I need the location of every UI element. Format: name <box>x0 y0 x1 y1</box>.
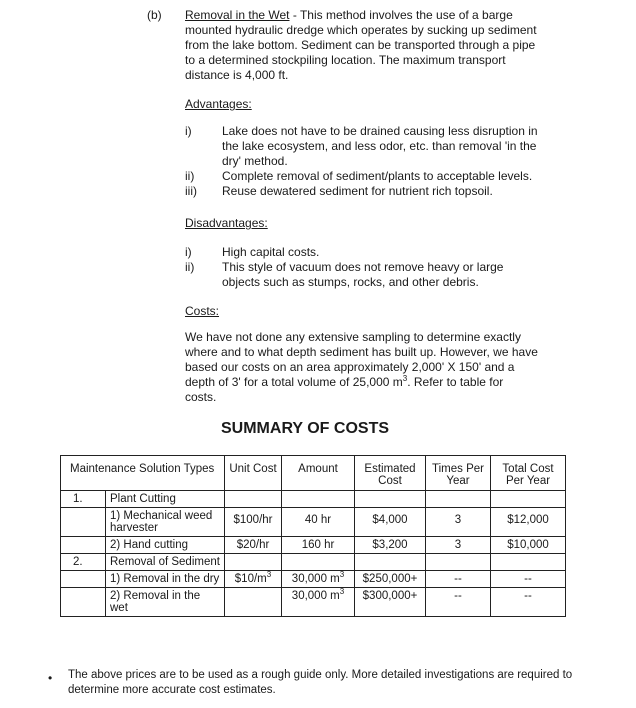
advantage-line: Lake does not have to be drained causing less disruption in <box>222 124 538 138</box>
empty-cell <box>61 508 106 537</box>
empty-cell <box>61 537 106 554</box>
intro-line: from the lake bottom. Sediment can be transported through a pipe <box>185 38 536 52</box>
intro-line: to a determined stockpiling location. The maximum transport <box>185 53 506 67</box>
unit-cost-cell: $100/hr <box>225 508 282 537</box>
row-name: 2) Hand cutting <box>106 537 225 554</box>
footnote-line: The above prices are to be used as a rough guide only. More detailed investigations are required to <box>68 669 573 681</box>
section-title: Removal in the Wet <box>185 8 290 22</box>
disadvantage-line: High capital costs. <box>222 245 320 259</box>
empty-cell <box>282 491 355 508</box>
total-cost-cell: $12,000 <box>491 508 566 537</box>
empty-cell <box>225 491 282 508</box>
advantages-heading: Advantages: <box>185 97 252 111</box>
row-name: 1) Removal in the dry <box>106 571 225 588</box>
section-marker: (b) <box>147 8 162 22</box>
advantage-line: dry' method. <box>222 154 288 168</box>
advantage-line: Reuse dewatered sediment for nutrient rich topsoil. <box>222 184 493 198</box>
empty-cell <box>426 491 491 508</box>
empty-cell <box>282 554 355 571</box>
section-first-line <box>185 8 513 23</box>
group-row <box>61 554 566 571</box>
amount-cell <box>282 571 355 588</box>
group-number: 2. <box>61 554 106 571</box>
unit-cost-text: $10/m <box>234 573 267 585</box>
footnote-line: determine more accurate cost estimates. <box>68 684 276 696</box>
estimated-cost-cell: $3,200 <box>355 537 426 554</box>
costs-line-tail: . Refer to table for <box>407 375 504 389</box>
header-cell: Total Cost Per Year <box>491 456 566 491</box>
costs-line: where and to what depth sediment has built up. However, we have <box>185 345 538 359</box>
total-cost-cell: $10,000 <box>491 537 566 554</box>
times-per-year-cell: 3 <box>426 537 491 554</box>
amount-cell: 40 hr <box>282 508 355 537</box>
row-name: 2) Removal in the wet <box>106 588 225 617</box>
empty-cell <box>426 554 491 571</box>
advantage-num: ii) <box>185 169 195 183</box>
costs-heading: Costs: <box>185 304 220 318</box>
row-name: 1) Mechanical weed harvester <box>106 508 225 537</box>
group-number: 1. <box>61 491 106 508</box>
table-row <box>61 588 566 617</box>
amount-cell: 160 hr <box>282 537 355 554</box>
intro-line: distance is 4,000 ft. <box>185 68 289 82</box>
amount-cell <box>282 588 355 617</box>
table-row <box>61 537 566 554</box>
advantage-num: i) <box>185 124 192 138</box>
costs-line <box>185 375 503 390</box>
table-row <box>61 508 566 537</box>
empty-cell <box>491 554 566 571</box>
section-intro-rest: - This method involves the use of a barge <box>289 8 513 22</box>
empty-cell <box>355 491 426 508</box>
times-per-year-cell: -- <box>426 571 491 588</box>
costs-superscript: 3 <box>402 374 408 383</box>
unit-cost-cell: $20/hr <box>225 537 282 554</box>
empty-cell <box>225 554 282 571</box>
disadvantage-line: objects such as stumps, rocks, and other debris. <box>222 275 479 289</box>
summary-title: SUMMARY OF COSTS <box>221 420 390 437</box>
disadvantage-num: i) <box>185 245 192 259</box>
empty-cell <box>355 554 426 571</box>
amount-text: 30,000 m <box>291 590 340 602</box>
header-cell: Estimated Cost <box>355 456 426 491</box>
group-label: Removal of Sediment <box>106 554 225 571</box>
times-per-year-cell: 3 <box>426 508 491 537</box>
table-row <box>61 571 566 588</box>
amount-text: 30,000 m <box>291 573 340 585</box>
amount-superscript: 3 <box>339 587 345 597</box>
group-row <box>61 491 566 508</box>
empty-cell <box>491 491 566 508</box>
times-per-year-cell: -- <box>426 588 491 617</box>
unit-cost-cell <box>225 571 282 588</box>
costs-line: based our costs on an area approximately 2,000' X 150' and a <box>185 360 515 374</box>
costs-line: We have not done any extensive sampling to determine exactly <box>185 330 521 344</box>
advantage-line: Complete removal of sediment/plants to acceptable levels. <box>222 169 533 183</box>
advantage-num: iii) <box>185 184 197 198</box>
table-header-row <box>61 456 566 491</box>
total-cost-cell: -- <box>491 571 566 588</box>
unit-cost-cell <box>225 588 282 617</box>
group-label: Plant Cutting <box>106 491 225 508</box>
empty-cell <box>61 588 106 617</box>
estimated-cost-cell: $250,000+ <box>355 571 426 588</box>
footnote-bullet: • <box>48 671 53 685</box>
unit-cost-superscript: 3 <box>266 570 272 580</box>
header-cell: Maintenance Solution Types <box>61 456 225 491</box>
empty-cell <box>61 571 106 588</box>
costs-line-text: depth of 3' for a total volume of 25,000 m <box>185 375 403 389</box>
disadvantage-num: ii) <box>185 260 195 274</box>
summary-table <box>60 455 566 617</box>
costs-line: costs. <box>185 390 217 404</box>
header-cell: Unit Cost <box>225 456 282 491</box>
total-cost-cell: -- <box>491 588 566 617</box>
advantage-line: the lake ecosystem, and less odor, etc. than removal 'in the <box>222 139 537 153</box>
header-cell: Times Per Year <box>426 456 491 491</box>
estimated-cost-cell: $4,000 <box>355 508 426 537</box>
header-cell: Amount <box>282 456 355 491</box>
intro-line: mounted hydraulic dredge which operates by sucking up sediment <box>185 23 537 37</box>
disadvantages-heading: Disadvantages: <box>185 216 268 230</box>
disadvantage-line: This style of vacuum does not remove heavy or large <box>222 260 504 274</box>
estimated-cost-cell: $300,000+ <box>355 588 426 617</box>
amount-superscript: 3 <box>339 570 345 580</box>
